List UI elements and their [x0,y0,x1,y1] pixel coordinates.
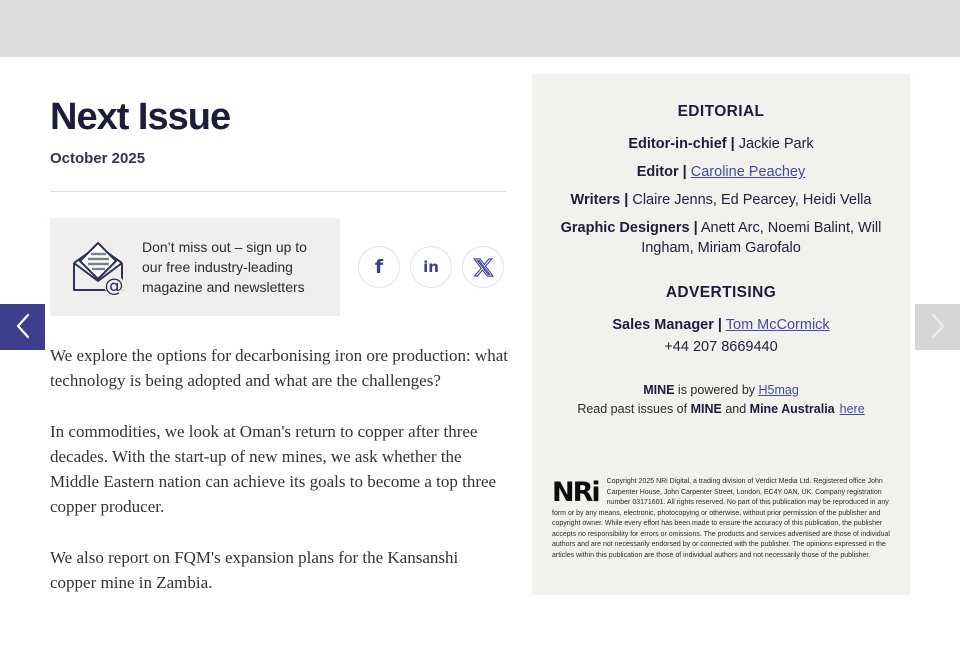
issue-date: October 2025 [50,150,146,167]
past-issues-row: Read past issues of MINE and Mine Australia here [577,402,865,417]
newsletter-signup[interactable] [50,218,340,316]
masthead-panel [532,74,910,595]
top-banner [0,0,960,57]
linkedin-icon[interactable]: in [410,246,452,288]
sales-manager-row: Sales Manager | Tom McCormick [612,316,830,333]
next-page-button[interactable] [915,304,960,350]
advertising-heading: ADVERTISING [665,283,777,301]
sales-manager-link[interactable]: Tom McCormick [725,316,830,333]
powered-by-row: MINE is powered by H5mag [643,382,799,397]
nri-logo: NRi [552,477,599,509]
chevron-right-icon [927,311,949,344]
editor-row: Editor | Caroline Peachey [636,164,806,181]
main-content [50,57,510,622]
facebook-icon[interactable]: f [358,246,400,288]
paragraph: In commodities, we look at Oman's return to copper after three decades. With the start-up of new mines, we ask whether the Middle Eastern nation can achieve its goals to become a top three copper producer. [50,421,497,516]
svg-text:@: @ [104,274,124,295]
phone-number: +44 207 8669440 [664,338,778,355]
prev-page-button[interactable] [0,304,45,350]
social-links [358,246,504,288]
next-issue-description [50,344,508,596]
divider [50,191,506,192]
graphic-designers-row: Graphic Designers | Anett Arc, Noemi Balint, Will Ingham, Miriam Garofalo [560,220,882,256]
paragraph: We also report on FQM's expansion plans for the Kansanshi copper mine in Zambia. [50,547,459,592]
signup-row [50,218,510,316]
editorial-heading: EDITORIAL [677,103,765,120]
paragraph: We explore the options for decarbonising iron ore production: what technology is being adopted and what are the challenges? [50,346,508,390]
chevron-left-icon [12,311,34,344]
editor-link[interactable]: Caroline Peachey [690,164,806,181]
newsletter-text: Don’t miss out – sign up to our free industry-leading magazine and newsletters [142,238,307,295]
past-issues-link[interactable]: here [839,402,865,417]
x-twitter-icon[interactable] [462,246,504,288]
copyright-text: Copyright 2025 NRi Digital, a trading division of Verdict Media Ltd. Registered office John Carpenter House, John Carpenter Street, London, EC4Y 0AN, UK. Company registration number 03171601. All rights reserved. No part of this publication may be reproduced in any form or by any means, electronic, photocopying or otherwise, without prior permission of the publisher and copyright owner. While every effort has been made to ensure the accuracy of this publication, the publisher accepts no responsibility for errors or omissions. The products and services advertised are those of individual authors and are not necessarily endorsed by or connected with the publisher. The opinions expressed in the articles within this publication are those of individual authors and not necessarily those of the publisher. [552,478,890,559]
h5mag-link[interactable]: H5mag [758,382,799,397]
envelope-at-icon [68,239,128,295]
writers-row: Writers | Claire Jenns, Ed Pearcey, Heidi Vella [570,192,872,209]
editor-in-chief-row: Editor-in-chief | Jackie Park [628,136,814,152]
copyright-block [552,477,890,561]
page-title: Next Issue [50,96,231,138]
